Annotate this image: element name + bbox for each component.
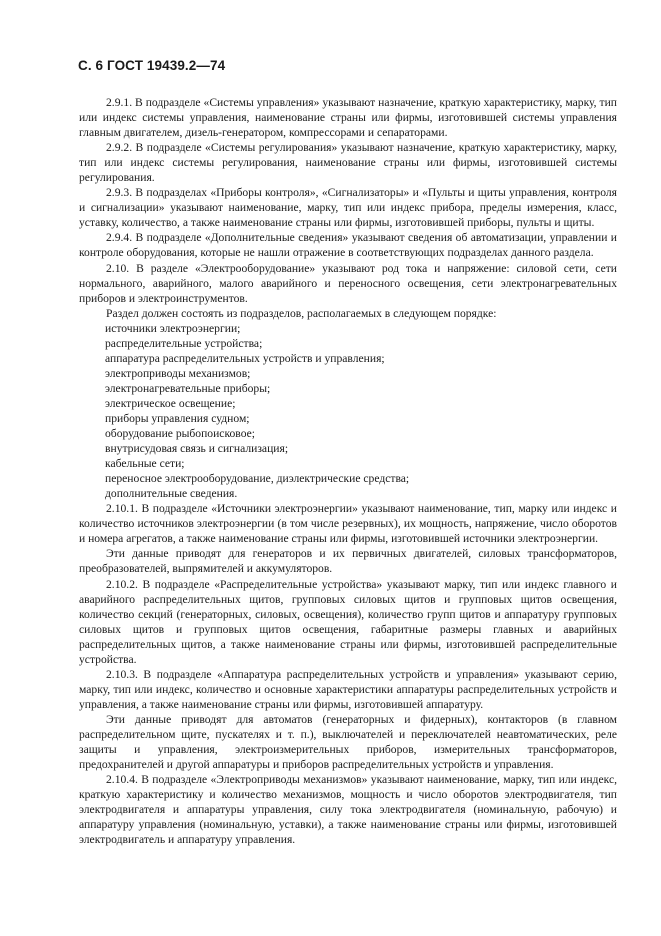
paragraph-2-10-4: 2.10.4. В подразделе «Электроприводы механизмов» указывают наименование, марку, тип или индекс, краткую характеристику и количество механизмов, мощность и число оборотов электродвигателя, тип электродвигателя и аппаратуры управления, силу тока электродвигателя (номинальную, рабочую) и аппаратуру управления (номинальную, уставки), а также наименование страны или фирмы, изготовившей электродвигатель и аппаратуру управления.: [79, 773, 617, 847]
list-item: кабельные сети;: [105, 457, 185, 471]
list-item: аппаратура распределительных устройств и управления;: [105, 351, 385, 365]
paragraph-2-10-2: 2.10.2. В подразделе «Распределительные устройства» указывают марку, тип или индекс главного и аварийного распределительных щитов, групповых силовых щитов и групповых щитов освещения, количество секций (генераторных, силовых, освещения), количество групп щитов и аппаратуру групповых силовых щитов и групповых щитов освещения, габаритные размеры главных и аварийных распределительных щитов, а также наименование страны или фирмы, изготовившей распределительные устройства.: [79, 577, 617, 666]
list-item: электроприводы механизмов;: [105, 366, 251, 380]
list-item: внутрисудовая связь и сигнализация;: [105, 442, 289, 456]
list-item: оборудование рыбопоисковое;: [105, 427, 255, 441]
page-header: С. 6 ГОСТ 19439.2—74: [78, 58, 226, 73]
list-item: переносное электрооборудование, диэлектрические средства;: [105, 472, 410, 486]
list-item: дополнительные сведения.: [105, 487, 238, 501]
paragraph-2-9-3: 2.9.3. В подразделах «Приборы контроля», «Сигнализаторы» и «Пульты и щиты управления, контроля и сигнализации» указывают наименование, марку, тип или индекс прибора, пределы измерения, класс, уставку, количество, а также наименование страны или фирмы, изготовившей приборы, пульты и щиты.: [79, 186, 617, 230]
list-item: электрическое освещение;: [105, 396, 236, 410]
document-body: [79, 95, 617, 847]
paragraph-2-9-4: 2.9.4. В подразделе «Дополнительные сведения» указывают сведения об автоматизации, управлении и контроле оборудования, которые не нашли отражение в соответствующих подразделах данного раздела.: [79, 231, 617, 260]
list-item: электронагревательные приборы;: [105, 381, 271, 395]
paragraph-2-10: 2.10. В разделе «Электрооборудование» указывают род тока и напряжение: силовой сети, сети нормального, аварийного, малого аварийного и переносного освещения, сети электронагревательных приборов и электроинструментов.: [79, 261, 617, 305]
list-item: распределительные устройства;: [105, 336, 263, 350]
list-item: источники электроэнергии;: [105, 321, 241, 335]
paragraph-2-10-1-note: Эти данные приводят для генераторов и их первичных двигателей, силовых трансформаторов, преобразователей, выпрямителей и аккумуляторов.: [79, 547, 617, 576]
paragraph-2-9-2: 2.9.2. В подразделе «Системы регулирования» указывают назначение, краткую характеристику, марку, тип или индекс системы регулирования, наименование страны или фирмы, изготовившей системы регулирования.: [79, 141, 617, 185]
paragraph-2-9-1: 2.9.1. В подразделе «Системы управления» указывают назначение, краткую характеристику, марку, тип или индекс системы управления, наименование страны или фирмы, изготовившей системы управления главным двигателем, дизель-генератором, компрессорами и сепараторами.: [79, 96, 617, 140]
paragraph-2-10-3: 2.10.3. В подразделе «Аппаратура распределительных устройств и управления» указывают серию, марку, тип или индекс, количество и основные характеристики аппаратуры распределительных устройств и управления, а также наименование страны или фирмы, изготовившей аппаратуру.: [79, 667, 617, 711]
paragraph-2-10-1: 2.10.1. В подразделе «Источники электроэнергии» указывают наименование, тип, марку или индекс и количество источников электроэнергии (в том числе резервных), их мощность, напряжение, число оборотов и номера агрегатов, а также наименование страны или фирмы, изготовившей источники электроэнергии.: [79, 502, 617, 546]
list-intro: Раздел должен состоять из подразделов, располагаемых в следующем порядке:: [106, 306, 497, 320]
paragraph-2-10-3-note: Эти данные приводят для автоматов (генераторных и фидерных), контакторов (в главном распределительном щите, пускателях и т. п.), выключателей и переключателей неавтоматических, реле защиты и управления, электроизмерительных приборов, измерительных трансформаторов, предохранителей и другой аппаратуры и приборов распределительных устройств и управления.: [79, 712, 617, 772]
list-item: приборы управления судном;: [105, 411, 250, 425]
